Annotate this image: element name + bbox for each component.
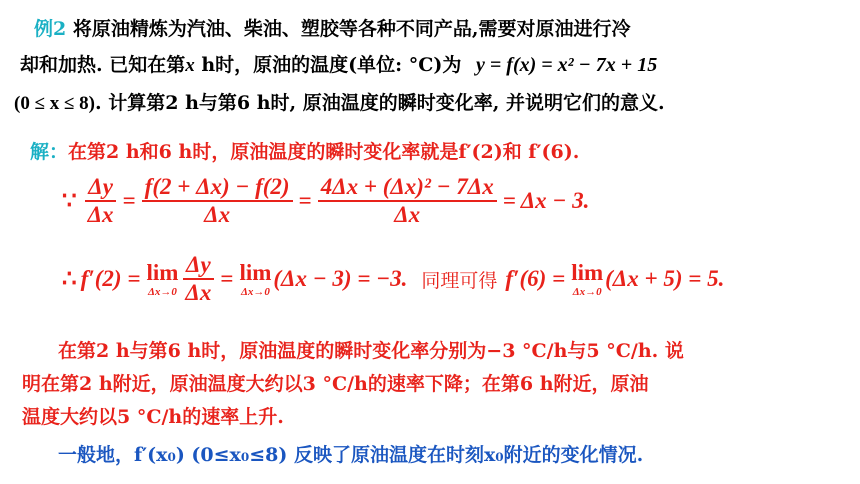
conclusion-line-2 xyxy=(22,369,649,396)
conclusion-text-3: 温度大约以5 °C/h的速率上升. xyxy=(22,406,284,428)
fraction-denominator: Δx xyxy=(394,202,421,228)
fraction-numerator: Δy xyxy=(85,174,116,202)
limit-equation: ∴ f′(2) = lim Δx→0 $\frac{\Delta y}{\Delta x}$ = lim Δx→0 (Δx − 3) = −3. 同理可得 f′(6) = lim Δx→0 (Δx + 5) = 5. xyxy=(62,252,725,306)
problem-line-1 xyxy=(34,14,630,41)
limit-result-6: (Δx + 5) = 5. xyxy=(605,266,725,292)
fraction-expanded xyxy=(318,174,497,229)
fraction-increment xyxy=(142,174,293,229)
limit-result-2: (Δx − 3) = −3. xyxy=(273,266,408,292)
general-note xyxy=(58,440,643,467)
general-note-text: 一般地，f′(x₀) (0≤x₀≤8) 反映了原油温度在时刻x₀附近的变化情况. xyxy=(58,444,644,466)
variable-x: x xyxy=(185,55,195,76)
fraction-numerator: Δy xyxy=(183,252,214,280)
therefore-symbol: ∴ xyxy=(62,266,77,292)
limit-operator xyxy=(239,261,271,298)
conclusion-text-2: 明在第2 h附近，原油温度大约以3 °C/h的速率下降；在第6 h附近，原油 xyxy=(22,373,649,395)
problem-text-2b: h时，原油的温度(单位: °C)为 xyxy=(194,54,462,76)
fraction-denominator: Δx xyxy=(185,280,212,306)
fraction-numerator: 4Δx + (Δx)² − 7Δx xyxy=(318,174,497,202)
problem-text-2a: 却和加热. 已知在第 xyxy=(20,54,186,76)
lim-word: lim xyxy=(146,259,179,285)
problem-line-3 xyxy=(14,88,665,115)
because-symbol: ∵ xyxy=(62,188,77,214)
limit-operator xyxy=(146,261,178,298)
quotient-result: = Δx − 3. xyxy=(502,188,590,214)
conclusion-line-3 xyxy=(22,402,284,429)
solution-intro xyxy=(30,137,579,164)
conclusion-line-1 xyxy=(58,336,684,363)
domain-interval: (0 ≤ x ≤ 8) xyxy=(14,93,96,114)
fraction-dy-dx xyxy=(85,174,117,229)
temperature-function: y = f(x) = x² − 7x + 15 xyxy=(476,54,658,76)
problem-text-1: 将原油精炼为汽油、柴油、塑胶等各种不同产品,需要对原油进行冷 xyxy=(72,18,631,40)
lim-word: lim xyxy=(571,259,604,285)
problem-line-2 xyxy=(20,50,657,77)
difference-quotient-equation: ∵ $\frac{\Delta y}{\Delta x}$ = $\frac{f(2 + \Delta x) - f(2)}{\Delta x}$ = $\frac{\text{4Δx + (Δx)² − 7Δx}}{\Delta x}$ = Δx − 3. xyxy=(62,174,590,228)
derivative-at-2: f′(2) = xyxy=(80,266,141,292)
lim-word: lim xyxy=(239,259,272,285)
solution-label: 解： xyxy=(30,141,69,163)
problem-text-3: . 计算第2 h与第6 h时, 原油温度的瞬时变化率, 并说明它们的意义. xyxy=(95,92,665,114)
example-label: 例2 xyxy=(34,18,67,40)
limit-operator xyxy=(571,261,603,298)
similarly-text: 同理可得 xyxy=(421,269,498,292)
derivative-at-6: f′(6) = xyxy=(505,266,566,292)
lim-subscript: Δx→0 xyxy=(240,285,270,298)
fraction-dy-dx xyxy=(182,252,214,307)
lim-subscript: Δx→0 xyxy=(147,285,177,298)
fraction-denominator: Δx xyxy=(87,202,114,228)
fraction-denominator: Δx xyxy=(204,202,231,228)
lim-subscript: Δx→0 xyxy=(572,285,602,298)
solution-intro-text: 在第2 h和6 h时，原油温度的瞬时变化率就是f′(2)和 f′(6). xyxy=(68,141,580,163)
fraction-numerator: f(2 + Δx) − f(2) xyxy=(142,174,293,202)
conclusion-text-1: 在第2 h与第6 h时，原油温度的瞬时变化率分别为−3 °C/h与5 °C/h. 说 xyxy=(58,340,684,362)
